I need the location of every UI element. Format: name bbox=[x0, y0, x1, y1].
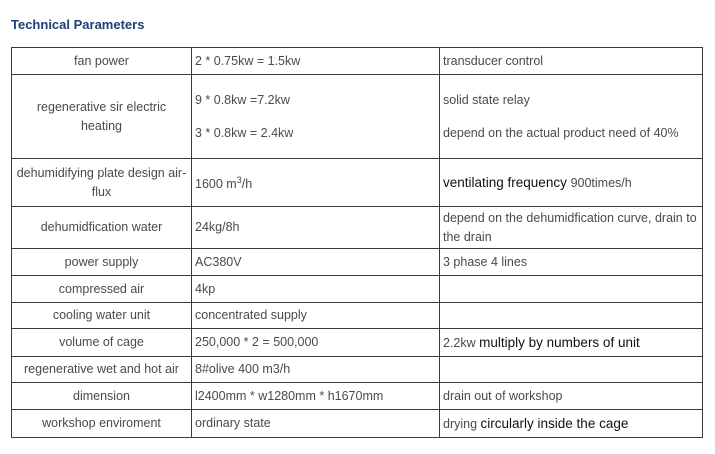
value-cell bbox=[192, 75, 440, 159]
table-row bbox=[12, 357, 703, 383]
note-cell: depend on the dehumidfication curve, drain to the drain bbox=[440, 207, 703, 249]
value-superscript: 3 bbox=[236, 174, 242, 185]
note-cell bbox=[440, 159, 703, 207]
param-cell: compressed air bbox=[12, 276, 192, 303]
value-cell: ordinary state bbox=[192, 410, 440, 438]
note-text: circularly inside the cage bbox=[480, 415, 629, 431]
value-line: 9 * 0.8kw =7.2kw bbox=[195, 92, 290, 107]
value-cell: 8#olive 400 m3/h bbox=[192, 357, 440, 383]
note-text: ventilating frequency bbox=[443, 174, 571, 190]
value-cell: 250,000 * 2 = 500,000 bbox=[192, 329, 440, 357]
value-cell: concentrated supply bbox=[192, 303, 440, 329]
value-cell: 4kp bbox=[192, 276, 440, 303]
note-cell bbox=[440, 75, 703, 159]
note-cell bbox=[440, 357, 703, 383]
note-line: depend on the actual product need of 40% bbox=[443, 125, 679, 140]
table-row bbox=[12, 48, 703, 75]
value-line: 3 * 0.8kw = 2.4kw bbox=[195, 125, 294, 140]
param-cell: dimension bbox=[12, 383, 192, 410]
value-cell: AC380V bbox=[192, 249, 440, 276]
technical-parameters-table bbox=[11, 47, 703, 438]
note-text: 2.2kw bbox=[443, 335, 480, 350]
table-row bbox=[12, 329, 703, 357]
param-cell: fan power bbox=[12, 48, 192, 75]
param-cell: dehumidifying plate design air-flux bbox=[12, 159, 192, 207]
note-cell bbox=[440, 329, 703, 357]
param-cell: cooling water unit bbox=[12, 303, 192, 329]
value-cell: 24kg/8h bbox=[192, 207, 440, 249]
table-row bbox=[12, 383, 703, 410]
note-line: solid state relay bbox=[443, 92, 530, 107]
note-cell bbox=[440, 276, 703, 303]
param-cell: volume of cage bbox=[12, 329, 192, 357]
note-cell: transducer control bbox=[440, 48, 703, 75]
value-cell bbox=[192, 159, 440, 207]
param-cell: regenerative wet and hot air bbox=[12, 357, 192, 383]
table-row bbox=[12, 276, 703, 303]
table-row bbox=[12, 159, 703, 207]
section-title: Technical Parameters bbox=[11, 17, 145, 32]
value-cell: 2 * 0.75kw = 1.5kw bbox=[192, 48, 440, 75]
note-cell bbox=[440, 410, 703, 438]
note-cell: drain out of workshop bbox=[440, 383, 703, 410]
note-text: drying bbox=[443, 416, 481, 431]
param-cell: workshop enviroment bbox=[12, 410, 192, 438]
note-cell: 3 phase 4 lines bbox=[440, 249, 703, 276]
value-cell: l2400mm * w1280mm * h1670mm bbox=[192, 383, 440, 410]
param-cell: regenerative sir electric heating bbox=[12, 75, 192, 159]
param-cell: power supply bbox=[12, 249, 192, 276]
table-row bbox=[12, 75, 703, 159]
note-text: 900times/h bbox=[570, 175, 632, 190]
note-text: multiply by numbers of unit bbox=[479, 334, 640, 350]
table-row bbox=[12, 249, 703, 276]
table-row bbox=[12, 410, 703, 438]
value-text: 1600 m bbox=[195, 177, 237, 192]
table-row bbox=[12, 207, 703, 249]
value-unit: /h bbox=[241, 177, 253, 192]
note-cell bbox=[440, 303, 703, 329]
param-cell: dehumidfication water bbox=[12, 207, 192, 249]
table-row bbox=[12, 303, 703, 329]
